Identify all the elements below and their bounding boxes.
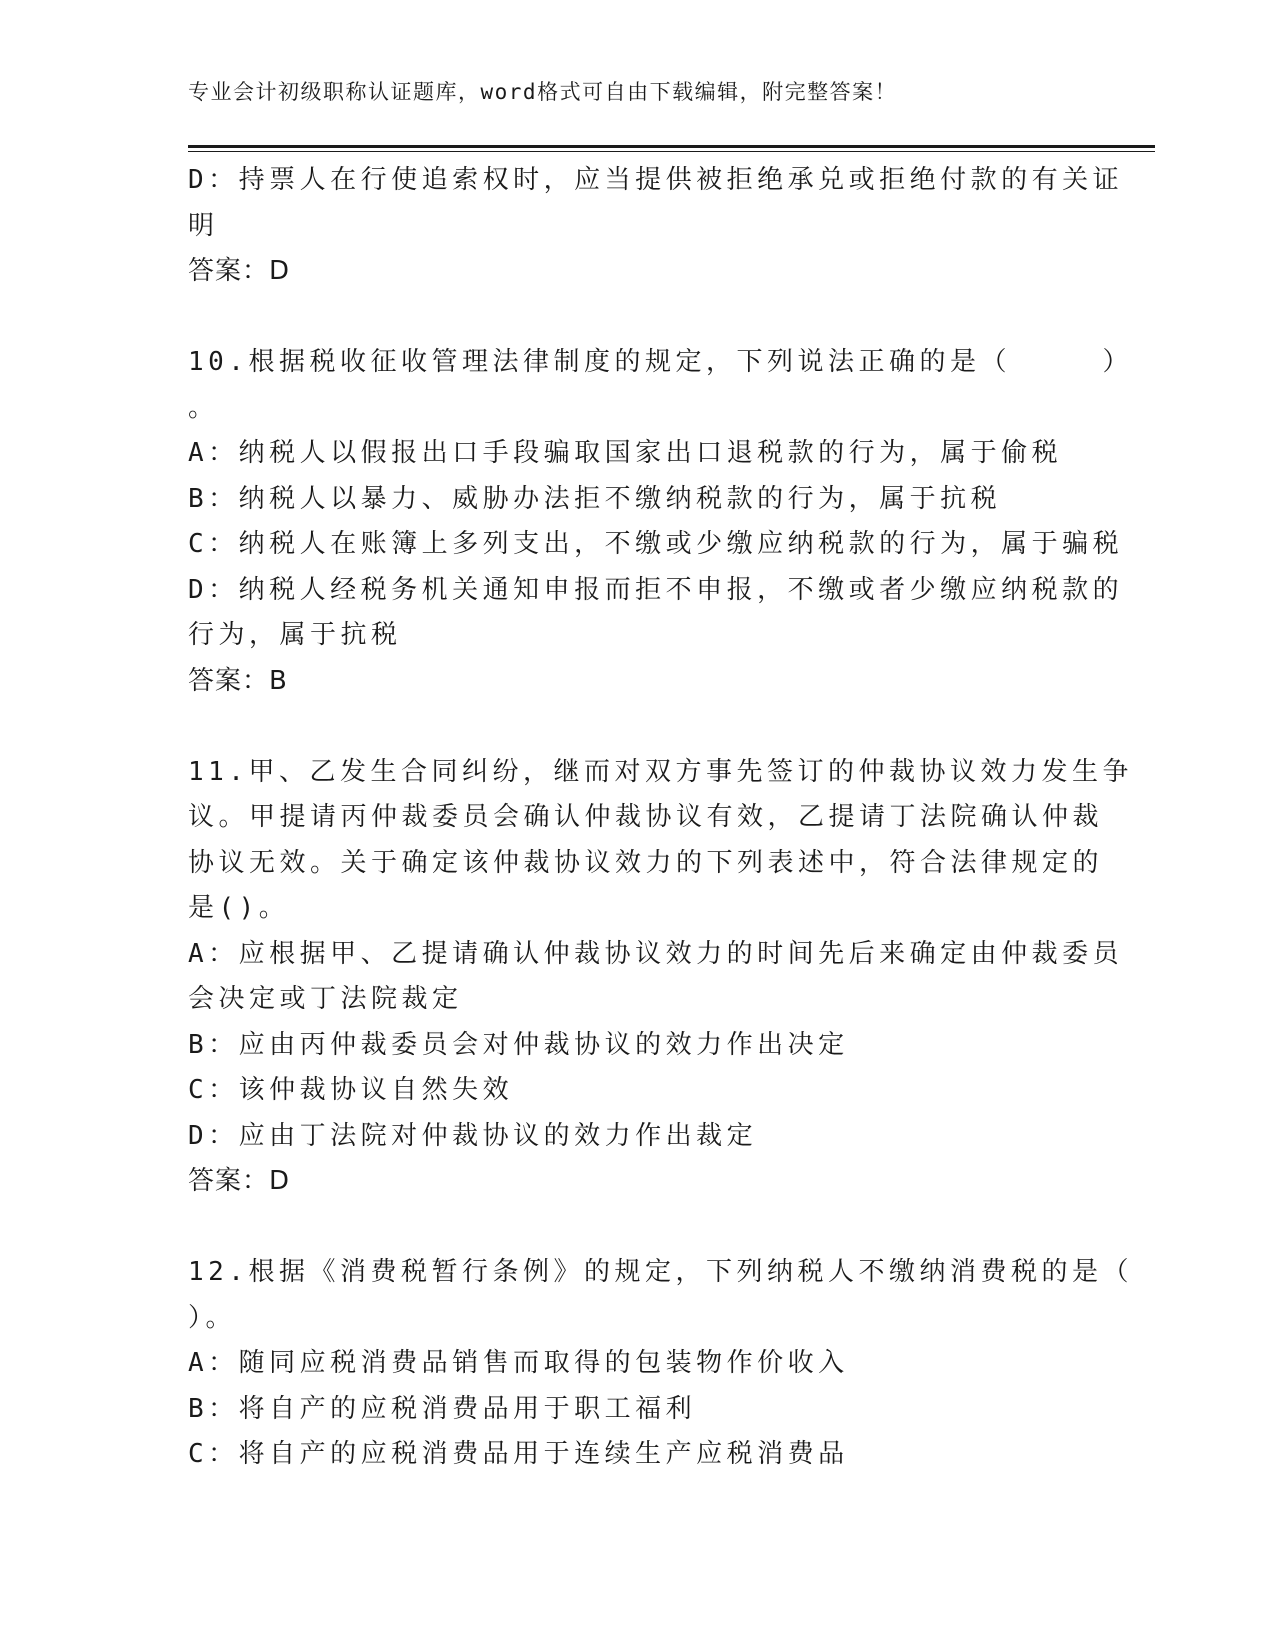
question-text-line: C：纳税人在账簿上多列支出，不缴或少缴应纳税款的行为，属于骗税 [188, 529, 1124, 559]
question-text-line: D：持票人在行使追索权时，应当提供被拒绝承兑或拒绝付款的有关证 [188, 165, 1124, 195]
question-text-line: A：应根据甲、乙提请确认仲裁协议效力的时间先后来确定由仲裁委员 [188, 938, 1124, 969]
question-text-line: D：应由丁法院对仲裁协议的效力作出裁定 [188, 1120, 758, 1151]
question-block [188, 1250, 1133, 1478]
block-spacer [188, 704, 1068, 750]
question-list [188, 158, 1133, 1478]
header-rule [188, 145, 1155, 148]
question-text-line: B：应由丙仲裁委员会对仲裁协议的效力作出决定 [188, 1029, 849, 1060]
question-text-line: C：该仲裁协议自然失效 [188, 1075, 514, 1105]
question-text-line: B：纳税人以暴力、威胁办法拒不缴纳税款的行为，属于抗税 [188, 483, 1002, 514]
question-text-line: 10.根据税收征收管理法律制度的规定，下列说法正确的是（ ） [188, 347, 1133, 377]
answer-line: 答案：B [188, 665, 288, 696]
question-text-line: D：纳税人经税务机关通知申报而拒不申报，不缴或者少缴应纳税款的 [188, 574, 1124, 605]
question-block [188, 340, 1133, 704]
block-spacer [188, 1205, 1068, 1251]
question-block [188, 750, 1133, 1205]
question-text-line: 12.根据《消费税暂行条例》的规定，下列纳税人不缴纳消费税的是（ [188, 1257, 1133, 1287]
question-text-line: 11.甲、乙发生合同纠纷，继而对双方事先签订的仲裁协议效力发生争 [188, 756, 1133, 787]
question-text-line: C：将自产的应税消费品用于连续生产应税消费品 [188, 1439, 849, 1469]
page-header: 专业会计初级职称认证题库，word格式可自由下载编辑，附完整答案！ [188, 80, 898, 104]
question-text-line: 会决定或丁法院裁定 [188, 984, 463, 1014]
question-text-line: 协议无效。关于确定该仲裁协议效力的下列表述中，符合法律规定的 [188, 847, 1104, 878]
answer-line: 答案：D [188, 256, 291, 286]
question-block [188, 158, 1124, 295]
question-text-line: ）。 [188, 1302, 237, 1333]
question-text-line: 议。甲提请丙仲裁委员会确认仲裁协议有效，乙提请丁法院确认仲裁 [188, 802, 1104, 832]
block-spacer [188, 295, 1068, 341]
question-text-line: B：将自产的应税消费品用于职工福利 [188, 1393, 697, 1424]
question-text-line: 是()。 [188, 893, 290, 923]
header-rule-thin [188, 151, 1155, 152]
question-text-line: A：随同应税消费品销售而取得的包装物作价收入 [188, 1348, 849, 1378]
answer-line: 答案：D [188, 1166, 291, 1196]
question-text-line: 行为，属于抗税 [188, 620, 402, 650]
question-text-line: 明 [188, 210, 219, 241]
question-text-line: 。 [188, 392, 219, 423]
question-text-line: A：纳税人以假报出口手段骗取国家出口退税款的行为，属于偷税 [188, 438, 1063, 468]
